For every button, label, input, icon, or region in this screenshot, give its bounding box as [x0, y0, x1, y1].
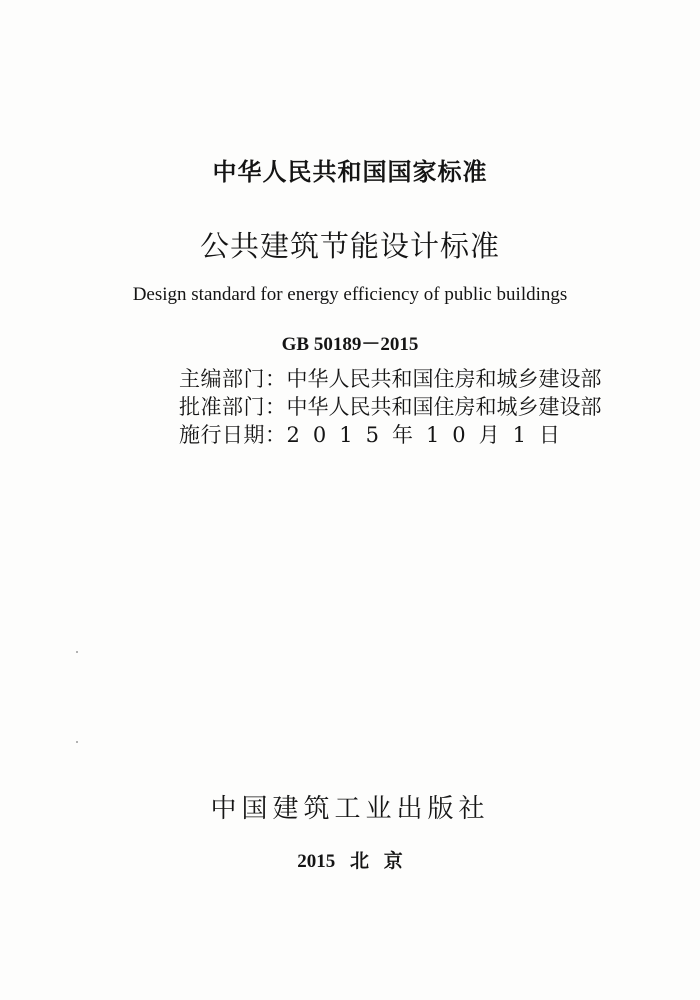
approval-value: 中华人民共和国住房和城乡建设部 [286, 395, 602, 419]
chief-editor-label: 主编部门： [179, 367, 287, 391]
approval-row [179, 393, 619, 421]
standard-series-title: 中华人民共和国国家标准 [212, 158, 488, 186]
scan-speck [76, 651, 78, 653]
chief-editor-value: 中华人民共和国住房和城乡建设部 [286, 367, 602, 391]
publication-place-year: 2015 北 京 [297, 851, 403, 872]
publisher-name: 中国建筑工业出版社 [210, 794, 490, 824]
standard-number: GB 50189－2015 [281, 334, 419, 355]
scan-speck [76, 741, 78, 743]
chief-editor-row [179, 365, 619, 393]
approval-label: 批准部门： [179, 395, 287, 419]
publication-metadata [179, 365, 619, 449]
effective-date-row [179, 421, 619, 449]
effective-date-value: 2015年10月1日 [286, 423, 574, 447]
standard-english-title: Design standard for energy efficiency of public buildings [132, 284, 568, 305]
effective-date-label: 施行日期： [179, 423, 287, 447]
standard-chinese-title: 公共建筑节能设计标准 [199, 229, 500, 263]
